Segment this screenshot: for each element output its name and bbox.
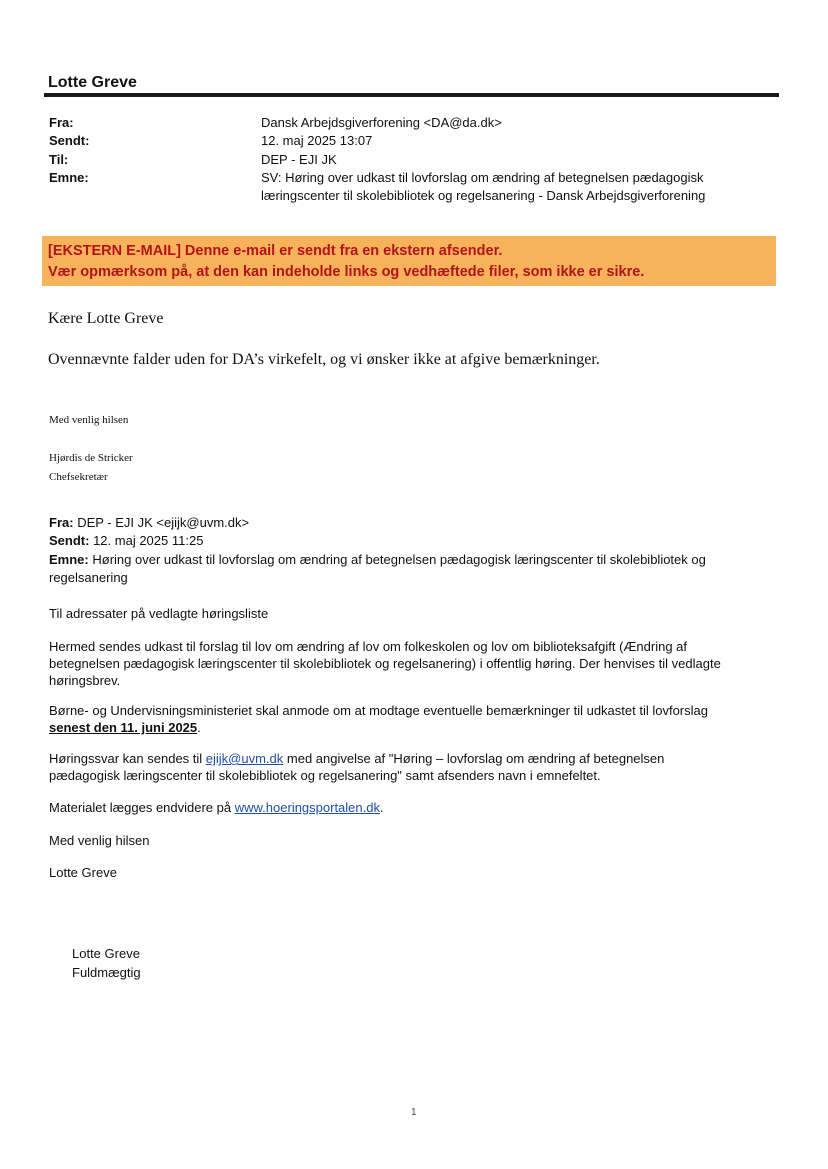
paragraph-draft-sent (49, 638, 779, 689)
p5-start: Materialet lægges endvidere på (49, 800, 235, 815)
p2-line-1: Hermed sendes udkast til forslag til lov om ændring af lov om folkeskolen og lov om biblioteksafgift (Ændring af (49, 639, 688, 654)
sent-value: 12. maj 2025 13:07 (261, 133, 373, 148)
paragraph-addressees: Til adressater på vedlagte høringsliste (49, 606, 269, 621)
fwd-closing-name: Lotte Greve (49, 865, 117, 880)
fwd-from-value: DEP - EJI JK <ejijk@uvm.dk> (77, 515, 250, 530)
paragraph-portal (49, 799, 779, 816)
fwd-signature-name: Lotte Greve (72, 946, 140, 961)
from-value: Dansk Arbejdsgiverforening <DA@da.dk> (261, 115, 502, 130)
reply-greeting: Kære Lotte Greve (48, 310, 164, 327)
warning-line-1: [EKSTERN E-MAIL] Denne e-mail er sendt fra en ekstern afsender. (48, 243, 503, 259)
paragraph-submission (49, 750, 779, 784)
fwd-sent-value: 12. maj 2025 11:25 (93, 533, 204, 548)
reply-closing: Med venlig hilsen (49, 414, 129, 426)
fwd-sent-label: Sendt: (49, 533, 90, 548)
p2-line-3: høringsbrev. (49, 673, 121, 688)
subject-label: Emne: (49, 170, 89, 185)
fwd-signature-title: Fuldmægtig (72, 965, 141, 980)
paragraph-deadline (49, 702, 779, 736)
fwd-closing: Med venlig hilsen (49, 833, 150, 848)
subject-line-2: læringscenter til skolebibliotek og regelsanering - Dansk Arbejdsgiverforening (261, 188, 706, 203)
header-rule (44, 93, 779, 97)
fwd-subject-line-2: regelsanering (49, 570, 128, 585)
external-mail-warning-banner (42, 236, 776, 286)
p5-end: . (379, 800, 384, 815)
p3-end: . (197, 720, 201, 735)
portal-link[interactable]: www.hoeringsportalen.dk (234, 800, 380, 815)
email-owner-name: Lotte Greve (48, 74, 137, 91)
p4-rest: med angivelse af "Høring – lovforslag om ændring af betegnelsen (283, 751, 665, 766)
fwd-subject-line-1: Høring over udkast til lovforslag om ændring af betegnelsen pædagogisk læringscenter til skolebibliotek og (92, 552, 706, 567)
to-value: DEP - EJI JK (261, 152, 337, 167)
p4-start: Høringssvar kan sendes til (49, 751, 206, 766)
p4-line-2: pædagogisk læringscenter til skolebibliotek og regelsanering" samt afsenders navn i emnefeltet. (49, 768, 601, 783)
subject-line-1: SV: Høring over udkast til lovforslag om ændring af betegnelsen pædagogisk (261, 170, 704, 185)
p2-line-2: betegnelsen pædagogisk læringscenter til skolebibliotek og regelsanering) i offentlig høring. Der henvises til vedlagte (49, 656, 721, 671)
to-label: Til: (49, 152, 69, 167)
sent-label: Sendt: (49, 133, 90, 148)
from-label: Fra: (49, 115, 74, 130)
p3-line-1: Børne- og Undervisningsministeriet skal anmode om at modtage eventuelle bemærkninger til udkastet til lovforslag (49, 703, 708, 718)
reply-message: Ovennævnte falder uden for DA’s virkefelt, og vi ønsker ikke at afgive bemærkninger. (48, 351, 600, 368)
email-link[interactable]: ejijk@uvm.dk (205, 751, 284, 766)
fwd-subject-label: Emne: (49, 552, 89, 567)
page-number: 1 (411, 1107, 417, 1118)
reply-signature-title: Chefsekretær (49, 471, 108, 483)
fwd-from-label: Fra: (49, 515, 74, 530)
warning-line-2: Vær opmærksom på, at den kan indeholde links og vedhæftede filer, som ikke er sikre. (48, 264, 645, 280)
deadline-text: senest den 11. juni 2025 (49, 720, 198, 735)
reply-signature-name: Hjørdis de Stricker (49, 452, 133, 464)
